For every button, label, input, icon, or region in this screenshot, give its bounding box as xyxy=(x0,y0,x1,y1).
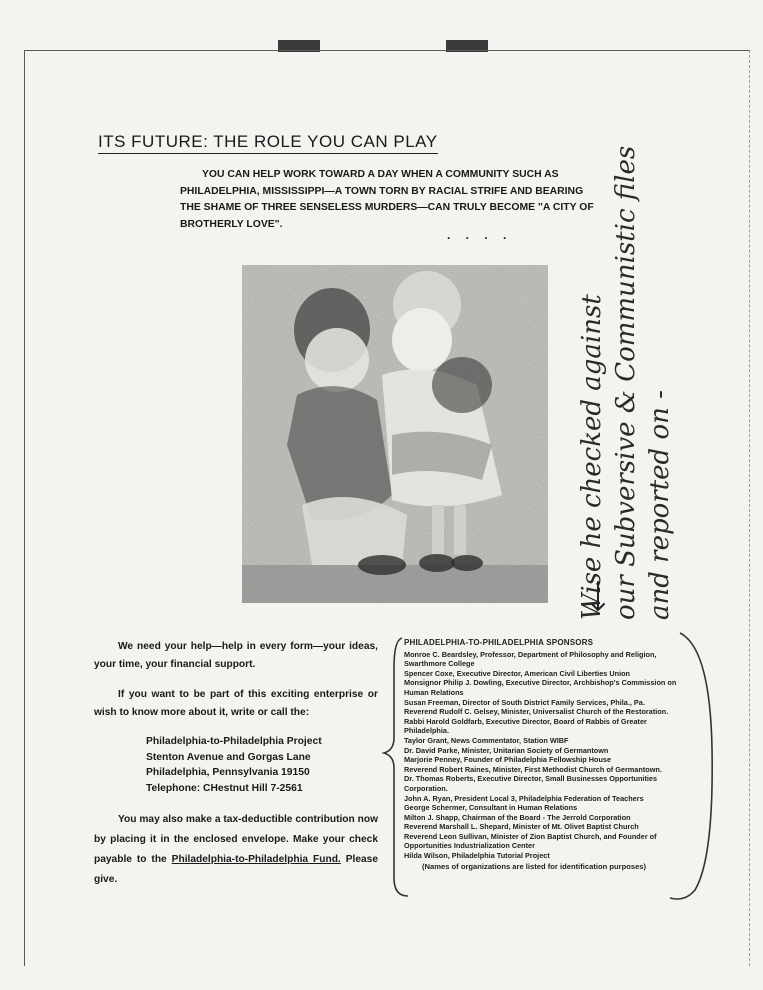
ellipsis-dots: . . . . xyxy=(447,228,513,242)
sponsor-entry: Taylor Grant, News Commentator, Station WIBF xyxy=(404,735,569,745)
sponsor-entry: Susan Freeman, Director of South District Family Services, Phila., Pa. xyxy=(404,697,645,707)
sponsor-entry: George Schermer, Consultant in Human Relations xyxy=(404,803,578,813)
left-column xyxy=(94,638,378,890)
sponsor-entry: Spencer Coxe, Executive Director, American Civil Liberties Union xyxy=(404,668,631,678)
please-give: Please give. xyxy=(94,854,378,885)
help-paragraph: We need your help—help in every form—your ideas, your time, your financial support. xyxy=(94,641,378,670)
sponsor-entry: John A. Ryan, President Local 3, Philadelphia Federation of Teachers xyxy=(404,793,644,803)
sponsor-entry: Rabbi Harold Goldfarb, Executive Director, Board of Rabbis of Greater Philadelphia. xyxy=(404,716,647,736)
address-line: Philadelphia-to-Philadelphia Project xyxy=(146,736,322,747)
sponsor-entry: Dr. Thomas Roberts, Executive Director, Small Businesses Opportunities Corporation. xyxy=(404,774,658,793)
sponsor-entry: Reverend Rudolf C. Gelsey, Minister, Universalist Church of the Restoration. xyxy=(404,707,669,717)
arrow-left-icon xyxy=(590,580,620,620)
sponsor-entry: Hilda Wilson, Philadelphia Tutorial Project xyxy=(404,851,550,861)
contribution-text: You may also make a tax-deductible contribution now by placing it in the enclosed envelope. Make your check payable to the xyxy=(94,814,378,865)
sponsor-entry: Reverend Robert Raines, Minister, First Methodist Church of Germantown. xyxy=(404,764,662,774)
sponsors-list xyxy=(404,638,689,871)
sponsor-entry: Milton J. Shapp, Chairman of the Board - The Jerrold Corporation xyxy=(404,812,631,822)
sponsor-entry: Reverend Leon Sullivan, Minister of Zion Baptist Church, and Founder of Opportunities Industrialization Center xyxy=(404,831,657,851)
address-line: Stenton Avenue and Gorgas Lane xyxy=(146,751,311,763)
handwritten-line: our Subversive & Communistic files xyxy=(611,145,641,620)
address-line: Philadelphia, Pennsylvania 19150 xyxy=(146,767,310,778)
handwritten-line: and reported on - xyxy=(645,390,675,620)
sponsors-note: (Names of organizations are listed for identification purposes) xyxy=(422,861,647,871)
handwritten-note xyxy=(575,145,685,620)
handwritten-line: Wise he checked against xyxy=(577,294,607,620)
sponsor-entry: Reverend Marshall L. Shepard, Minister of Mt. Olivet Baptist Church xyxy=(404,822,639,832)
sponsor-entry: Monroe C. Beardsley, Professor, Department of Philosophy and Religion, Swarthmore College xyxy=(404,649,657,669)
page-title: ITS FUTURE: THE ROLE YOU CAN PLAY xyxy=(98,132,438,154)
project-address xyxy=(146,734,378,796)
address-line: Telephone: CHestnut Hill 7-2561 xyxy=(146,782,303,794)
intro-paragraph: YOU CAN HELP WORK TOWARD A DAY WHEN A COMMUNITY SUCH AS PHILADELPHIA, MISSISSIPPI—A TOWN TORN BY RACIAL STRIFE AND BEARING THE SHAME OF THREE SENSELESS MURDERS—CAN TRULY BECOME "A CITY OF BROTHERLY LOVE". xyxy=(180,169,594,230)
contribution-paragraph xyxy=(94,810,378,890)
children-photo xyxy=(242,265,548,603)
enterprise-paragraph: If you want to be part of this exciting enterprise or wish to know more about it, write or call the: xyxy=(94,689,378,718)
sponsor-entry: Dr. David Parke, Minister, Unitarian Society of Germantown xyxy=(404,745,609,755)
fund-name: Philadelphia-to-Philadelphia Fund. xyxy=(171,854,341,865)
sponsor-entry: Marjorie Penney, Founder of Philadelphia Fellowship House xyxy=(404,755,612,765)
sponsor-entry: Monsignor Philip J. Dowling, Executive Director, Archbishop's Commission on Human Relations xyxy=(404,678,677,697)
sponsors-heading: PHILADELPHIA-TO-PHILADELPHIA SPONSORS xyxy=(404,638,594,647)
